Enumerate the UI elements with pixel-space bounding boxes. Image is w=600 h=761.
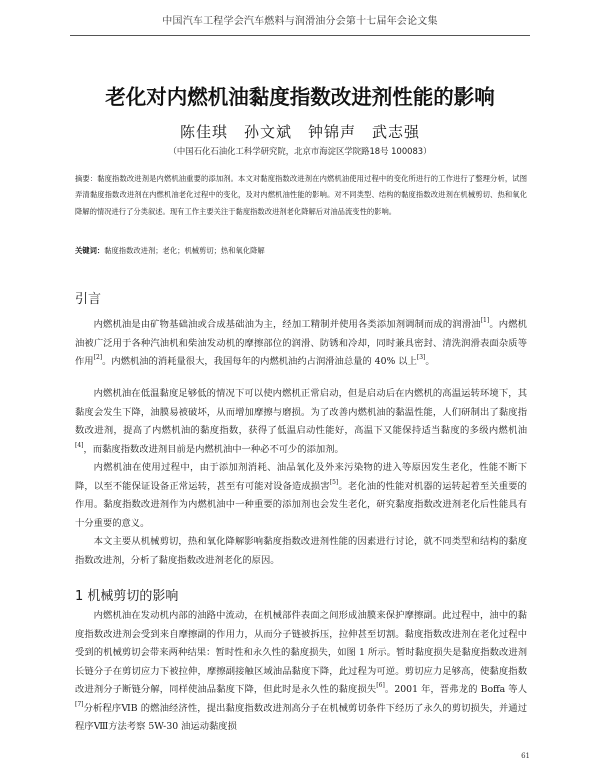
intro-paragraph-1: 内燃机油是由矿物基础油或合成基础油为主，经加工精制并使用各类添加剂调制而成的润滑油[1]。内燃机油被广泛用于各种汽油机和柴油发动机的摩擦部位的润滑、防锈和冷却，同时兼具密封、清洗润滑表面杂质等作用[2]。内燃机油的消耗量很大，我国每年的内燃机油约占润滑油总量的 40% 以上[3]。: [75, 317, 527, 367]
paper-affiliation: （中国石化石油化工科学研究院，北京市海淀区学院路18号 100083）: [168, 146, 432, 156]
citation-ref[interactable]: [4]: [75, 441, 84, 449]
section-heading-mechanical-shear: 1 机械剪切的影响: [75, 589, 179, 604]
intro-paragraph-3: 内燃机油在使用过程中，由于添加剂消耗、油品氧化及外来污染物的进入等原因发生老化，性能不断下降，以至不能保证设备正常运转，甚至有可能对设备造成损害[5]。老化油的性能对机器的运转起着至关重要的作用。黏度指数改进剂作为内燃机油中一种重要的添加剂也会发生老化，研究黏度指数改进剂老化后性能具有十分重要的意义。: [75, 462, 527, 529]
section-heading-intro: 引言: [75, 292, 102, 307]
abstract: 摘要：黏度指数改进剂是内燃机油重要的添加剂。本文对黏度指数改进剂在内燃机油使用过程中的变化所进行的工作进行了整理分析，试图弄清黏度指数改进剂在内燃机油老化过程中的变化，及对内燃机油性能的影响。对不同类型、结构的黏度指数改进剂在机械剪切、热和氧化降解的情况进行了分类叙述。现有工作主要关注于黏度指数改进剂老化降解后对油品流变性的影响。: [75, 174, 527, 216]
page-number: 61: [521, 752, 530, 760]
citation-ref[interactable]: [3]: [416, 354, 426, 361]
paper-title: 老化对内燃机油黏度指数改进剂性能的影响: [105, 85, 495, 109]
running-header: 中国汽车工程学会汽车燃料与润滑油分会第十七届年会论文集: [162, 16, 438, 27]
paper-authors: 陈佳琪 孙文斌 钟锦声 武志强: [179, 123, 420, 141]
citation-ref[interactable]: [7]: [75, 700, 84, 708]
citation-ref[interactable]: [2]: [93, 354, 103, 361]
citation-ref[interactable]: [5]: [329, 478, 339, 486]
intro-paragraph-2: 内燃机油在低温黏度足够低的情况下可以使内燃机正常启动，但是启动后在内燃机的高温运转环境下，其黏度会发生下降，油膜易被破坏，从而增加摩擦与磨损。为了改善内燃机油的黏温性能，人们研制出了黏度指数改进剂，提高了内燃机油的黏度指数，获得了低温启动性能好，高温下又能保持适当黏度的多级内燃机油[4]，而黏度指数改进剂目前是内燃机油中一种必不可少的添加剂。: [75, 388, 527, 455]
keywords-label: 关键词：: [75, 246, 105, 255]
keywords-text: 黏度指数改进剂；老化；机械剪切；热和氧化降解: [104, 246, 265, 255]
intro-paragraph-4: 本文主要从机械剪切，热和氧化降解影响黏度指数改进剂性能的因素进行讨论，就不同类型和结构的黏度指数改进剂，分析了黏度指数改进剂老化的原因。: [75, 536, 527, 566]
citation-ref[interactable]: [1]: [480, 317, 490, 324]
header-divider: [70, 35, 530, 36]
keywords: [75, 246, 527, 256]
citation-ref[interactable]: [6]: [376, 682, 385, 689]
section1-paragraph-1: 内燃机油在发动机内部的油路中流动，在机械部件表面之间形成油膜来保护摩擦副。此过程中，油中的黏度指数改进剂会受到来自摩擦副的作用力，从而分子链被拆压，拉伸甚至切割。黏度指数改进剂在老化过程中受到的机械剪切会带来两种结果：暂时性和永久性的黏度损失，如图 1 所示。暂时黏度损失是黏度指数改进剂长链分子在剪切应力下被拉伸，摩擦副接触区域油品黏度下降，此过程为可逆。剪切应力足够高，使黏度指数改进剂分子断链分解，同样使油品黏度下降，但此时是永久性的黏度损失[6]。2001 年，晋弗龙的 Boffa 等人[7]分析程序ⅥB 的燃油经济性，提出黏度指数改进剂高分子在机械剪切条件下经历了永久的剪切损失，并通过程序Ⅷ方法考察 5W-30 油运动黏度损: [75, 610, 527, 732]
